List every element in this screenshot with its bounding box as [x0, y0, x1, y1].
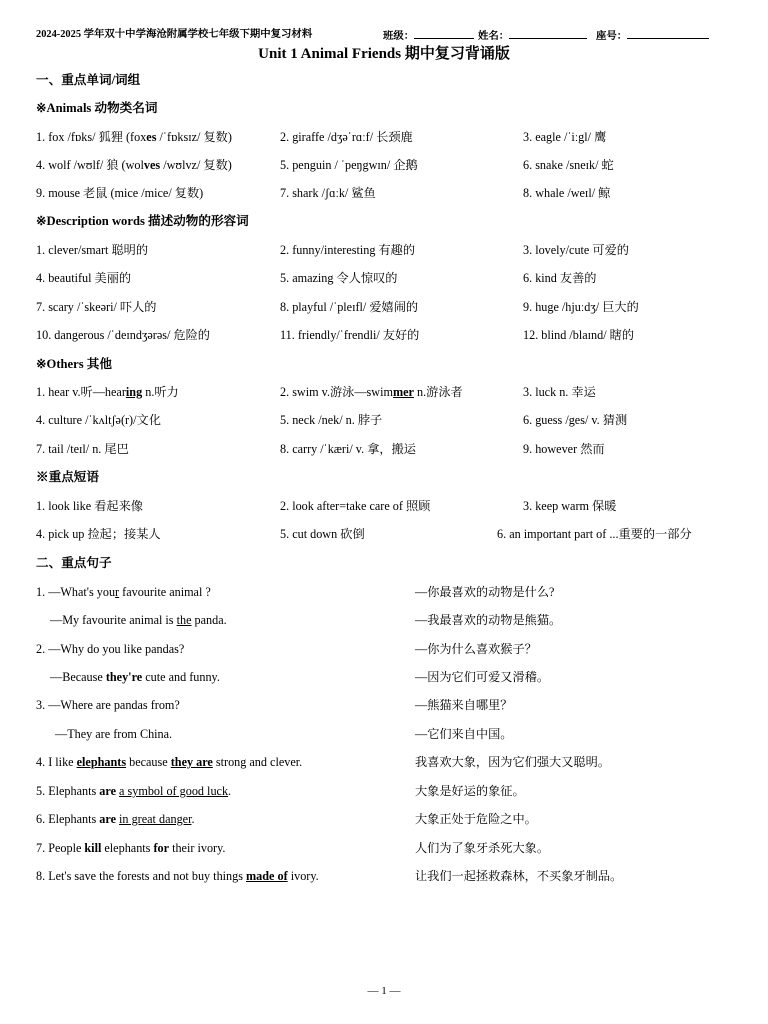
- other-neck: 5. neck /nek/ n. 脖子: [280, 413, 383, 427]
- desc-item: 7. scary /ˈskeəri/ 吓人的: [36, 300, 157, 314]
- other-swim: 2. swim v.游泳—swimmer n.游泳者: [280, 385, 463, 399]
- other-carry: 8. carry /ˈkæri/ v. 拿，搬运: [280, 442, 416, 456]
- other-culture: 4. culture /ˈkʌltʃə(r)/文化: [36, 413, 161, 427]
- sentence-en: 1. —What's your favourite animal ?: [36, 585, 211, 599]
- section-heading-sentences: 二、重点句子: [36, 556, 112, 570]
- sentence-cn: —熊猫来自哪里？: [415, 698, 513, 712]
- phrases-heading: ※重点短语: [36, 470, 99, 484]
- desc-item: 5. amazing 令人惊叹的: [280, 271, 398, 285]
- other-however: 9. however 然而: [523, 442, 605, 456]
- phrase-item: 1. look like 看起来像: [36, 499, 143, 513]
- other-hear: 1. hear v.听—hearing n.听力: [36, 385, 179, 399]
- desc-item: 1. clever/smart 聪明的: [36, 243, 149, 257]
- animal-snake: 6. snake /sneɪk/ 蛇: [523, 158, 614, 172]
- phrase-item: 3. keep warm 保暖: [523, 499, 617, 513]
- phrase-item: 6. an important part of ...重要的一部分: [497, 527, 692, 541]
- phrase-item: 5. cut down 砍倒: [280, 527, 365, 541]
- animal-shark: 7. shark /ʃɑːk/ 鲨鱼: [280, 186, 376, 200]
- other-luck: 3. luck n. 幸运: [523, 385, 596, 399]
- sentence-en: 6. Elephants are in great danger.: [36, 812, 195, 826]
- page-title: Unit 1 Animal Friends 期中复习背诵版: [258, 46, 510, 62]
- sentence-cn: 大象正处于危险之中。: [415, 812, 537, 826]
- desc-item: 4. beautiful 美丽的: [36, 271, 132, 285]
- animal-wolf: 4. wolf /wʊlf/ 狼 (wolves /wʊlvz/ 复数): [36, 158, 232, 172]
- sentence-en: —My favourite animal is the panda.: [50, 613, 227, 627]
- desc-item: 2. funny/interesting 有趣的: [280, 243, 416, 257]
- sentence-cn: 让我们一起拯救森林，不买象牙制品。: [415, 869, 623, 883]
- sentence-en: 2. —Why do you like pandas?: [36, 642, 185, 656]
- phrase-item: 4. pick up 捡起；接某人: [36, 527, 161, 541]
- header-name: 姓名：: [478, 27, 587, 45]
- header-class: 班级：: [383, 27, 474, 45]
- animals-heading: ※Animals 动物类名词: [36, 101, 158, 115]
- desc-item: 6. kind 友善的: [523, 271, 597, 285]
- animal-fox: 1. fox /fɒks/ 狐狸 (foxes /ˈfɒksɪz/ 复数): [36, 130, 232, 144]
- animal-whale: 8. whale /weɪl/ 鲸: [523, 186, 611, 200]
- sentence-cn: —你最喜欢的动物是什么?: [415, 585, 555, 599]
- header-school: 2024-2025 学年双十中学海沧附属学校七年级下期中复习材料: [36, 29, 313, 40]
- animal-eagle: 3. eagle /ˈiːgl/ 鹰: [523, 130, 607, 144]
- sentence-cn: —它们来自中国。: [415, 727, 513, 741]
- desc-item: 10. dangerous /ˈdeɪndʒərəs/ 危险的: [36, 328, 210, 342]
- sentence-cn: 人们为了象牙杀死大象。: [415, 841, 550, 855]
- desc-item: 8. playful /ˈpleɪfl/ 爱嬉闹的: [280, 300, 419, 314]
- sentence-en: —They are from China.: [55, 727, 173, 741]
- sentence-cn: —我最喜欢的动物是熊猫。: [415, 613, 562, 627]
- page-number: — 1 —: [367, 985, 401, 997]
- desc-item: 9. huge /hjuːdʒ/ 巨大的: [523, 300, 639, 314]
- sentence-cn: 大象是好运的象征。: [415, 784, 525, 798]
- description-heading: ※Description words 描述动物的形容词: [36, 214, 249, 228]
- sentence-en: 8. Let's save the forests and not buy things made of ivory.: [36, 869, 319, 883]
- desc-item: 11. friendly/ˈfrendli/ 友好的: [280, 328, 420, 342]
- sentence-en: 5. Elephants are a symbol of good luck.: [36, 784, 232, 798]
- desc-item: 3. lovely/cute 可爱的: [523, 243, 629, 257]
- animal-mouse: 9. mouse 老鼠 (mice /mice/ 复数): [36, 186, 204, 200]
- sentence-en: 3. —Where are pandas from?: [36, 698, 180, 712]
- header-seat: 座号：: [596, 27, 709, 45]
- sentence-en: —Because they're cute and funny.: [50, 670, 220, 684]
- sentence-cn: —你为什么喜欢猴子？: [415, 642, 537, 656]
- sentence-cn: —因为它们可爱又滑稽。: [415, 670, 550, 684]
- section-heading-words: 一、重点单词/词组: [36, 73, 141, 87]
- animal-giraffe: 2. giraffe /dʒəˈrɑːf/ 长颈鹿: [280, 130, 413, 144]
- sentence-en: 7. People kill elephants for their ivory.: [36, 841, 226, 855]
- phrase-item: 2. look after=take care of 照顾: [280, 499, 431, 513]
- other-guess: 6. guess /ges/ v. 猜测: [523, 413, 628, 427]
- sentence-en: 4. I like elephants because they are strong and clever.: [36, 755, 303, 769]
- others-heading: ※Others 其他: [36, 357, 112, 371]
- other-tail: 7. tail /teɪl/ n. 尾巴: [36, 442, 129, 456]
- sentence-cn: 我喜欢大象，因为它们强大又聪明。: [415, 755, 610, 769]
- desc-item: 12. blind /blaɪnd/ 瞎的: [523, 328, 635, 342]
- animal-penguin: 5. penguin / ˈpeŋgwɪn/ 企鹅: [280, 158, 418, 172]
